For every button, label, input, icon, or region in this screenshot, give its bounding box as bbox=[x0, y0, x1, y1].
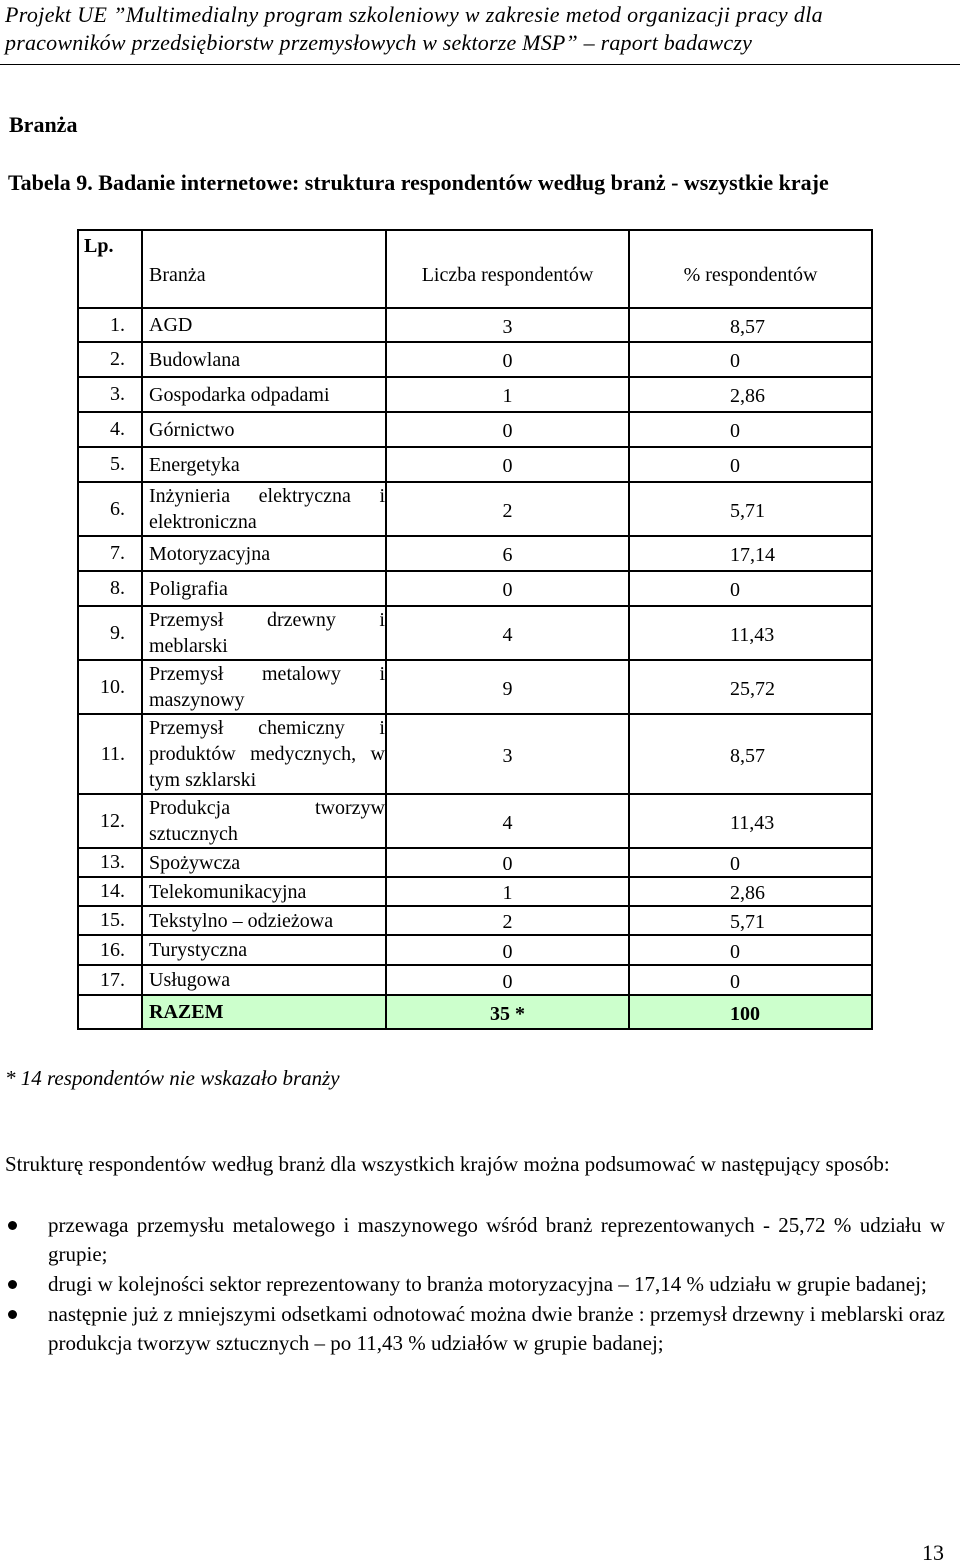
table-row bbox=[78, 660, 872, 714]
row-procent: 5,71 bbox=[629, 482, 872, 536]
row-lp: 9. bbox=[78, 606, 142, 660]
bullet-text: następnie już z mniejszymi odsetkami odnotować można dwie branże : przemysł drzewny i meblarski oraz produkcja tworzyw sztucznych – po 11,43 % udziałów w grupie badanej; bbox=[48, 1302, 945, 1355]
row-liczba: 3 bbox=[386, 714, 629, 794]
row-lp: 13. bbox=[78, 848, 142, 877]
footnote: * 14 respondentów nie wskazało branży bbox=[5, 1066, 340, 1090]
row-procent: 17,14 bbox=[629, 536, 872, 571]
table-row bbox=[78, 308, 872, 342]
table-row bbox=[78, 794, 872, 848]
row-branza: Budowlana bbox=[142, 342, 386, 377]
total-liczba: 35 * bbox=[386, 995, 629, 1029]
page-number: 13 bbox=[922, 1540, 944, 1565]
row-lp: 14. bbox=[78, 877, 142, 906]
header-liczba: Liczba respondentów bbox=[386, 230, 629, 308]
row-liczba: 0 bbox=[386, 412, 629, 447]
row-procent: 25,72 bbox=[629, 660, 872, 714]
row-lp: 12. bbox=[78, 794, 142, 848]
table-row bbox=[78, 906, 872, 935]
row-liczba: 4 bbox=[386, 606, 629, 660]
total-empty bbox=[78, 995, 142, 1029]
row-branza: Przemysł drzewny i meblarski bbox=[142, 606, 386, 660]
header-line-2: pracowników przedsiębiorstw przemysłowych w sektorze MSP” – raport badawczy bbox=[5, 30, 753, 55]
row-lp: 10. bbox=[78, 660, 142, 714]
bullet-icon bbox=[8, 1221, 17, 1230]
row-liczba: 0 bbox=[386, 447, 629, 482]
summary-paragraph: Strukturę respondentów według branż dla wszystkich krajów można podsumować w następujący sposób: bbox=[5, 1152, 890, 1176]
row-procent: 11,43 bbox=[629, 606, 872, 660]
table-row bbox=[78, 714, 872, 794]
row-branza: Górnictwo bbox=[142, 412, 386, 447]
bullet-item bbox=[0, 1300, 945, 1358]
row-liczba: 1 bbox=[386, 877, 629, 906]
document-header bbox=[0, 0, 960, 65]
row-procent: 0 bbox=[629, 412, 872, 447]
row-branza: Poligrafia bbox=[142, 571, 386, 606]
row-procent: 8,57 bbox=[629, 714, 872, 794]
row-liczba: 3 bbox=[386, 308, 629, 342]
bullet-item bbox=[0, 1211, 945, 1269]
total-procent: 100 bbox=[629, 995, 872, 1029]
header-procent: % respondentów bbox=[629, 230, 872, 308]
row-branza: Motoryzacyjna bbox=[142, 536, 386, 571]
row-liczba: 2 bbox=[386, 906, 629, 935]
summary-bullet-list bbox=[0, 1211, 945, 1359]
table-row bbox=[78, 412, 872, 447]
table-row bbox=[78, 447, 872, 482]
row-liczba: 0 bbox=[386, 848, 629, 877]
row-branza: Przemysł chemiczny i produktów medycznych, w tym szklarski bbox=[142, 714, 386, 794]
row-liczba: 0 bbox=[386, 935, 629, 965]
row-lp: 11. bbox=[78, 714, 142, 794]
row-procent: 2,86 bbox=[629, 377, 872, 412]
row-liczba: 0 bbox=[386, 342, 629, 377]
row-lp: 3. bbox=[78, 377, 142, 412]
row-branza: Przemysł metalowy i maszynowy bbox=[142, 660, 386, 714]
row-branza: Inżynieria elektryczna i elektroniczna bbox=[142, 482, 386, 536]
row-branza: Usługowa bbox=[142, 965, 386, 995]
row-procent: 0 bbox=[629, 342, 872, 377]
bullet-icon bbox=[8, 1280, 17, 1289]
bullet-icon bbox=[8, 1310, 17, 1319]
row-lp: 15. bbox=[78, 906, 142, 935]
row-liczba: 0 bbox=[386, 571, 629, 606]
row-lp: 6. bbox=[78, 482, 142, 536]
row-procent: 0 bbox=[629, 571, 872, 606]
row-branza: Spożywcza bbox=[142, 848, 386, 877]
row-procent: 8,57 bbox=[629, 308, 872, 342]
header-lp: Lp. bbox=[78, 230, 142, 308]
row-branza: Turystyczna bbox=[142, 935, 386, 965]
row-lp: 4. bbox=[78, 412, 142, 447]
row-branza: Tekstylno – odzieżowa bbox=[142, 906, 386, 935]
row-lp: 16. bbox=[78, 935, 142, 965]
table-row bbox=[78, 482, 872, 536]
row-procent: 11,43 bbox=[629, 794, 872, 848]
row-branza: Telekomunikacyjna bbox=[142, 877, 386, 906]
table-row bbox=[78, 877, 872, 906]
header-line-1: Projekt UE ”Multimedialny program szkoleniowy w zakresie metod organizacji pracy dla bbox=[5, 2, 824, 27]
table-caption: Tabela 9. Badanie internetowe: struktura respondentów według branż - wszystkie kraje bbox=[8, 170, 829, 195]
table-row bbox=[78, 377, 872, 412]
table-header-row bbox=[78, 230, 872, 308]
table-total-row bbox=[78, 995, 872, 1029]
row-lp: 2. bbox=[78, 342, 142, 377]
table-row bbox=[78, 536, 872, 571]
table-row bbox=[78, 848, 872, 877]
industry-table bbox=[77, 229, 873, 1030]
row-procent: 2,86 bbox=[629, 877, 872, 906]
table-row bbox=[78, 935, 872, 965]
row-lp: 17. bbox=[78, 965, 142, 995]
total-label: RAZEM bbox=[142, 995, 386, 1029]
table-row bbox=[78, 571, 872, 606]
bullet-text: przewaga przemysłu metalowego i maszynowego wśród branż reprezentowanych - 25,72 % udziału w grupie; bbox=[48, 1213, 945, 1266]
row-liczba: 1 bbox=[386, 377, 629, 412]
header-branza: Branża bbox=[142, 230, 386, 308]
row-liczba: 6 bbox=[386, 536, 629, 571]
row-branza: AGD bbox=[142, 308, 386, 342]
row-liczba: 4 bbox=[386, 794, 629, 848]
row-lp: 8. bbox=[78, 571, 142, 606]
table-row bbox=[78, 342, 872, 377]
row-lp: 1. bbox=[78, 308, 142, 342]
row-liczba: 2 bbox=[386, 482, 629, 536]
section-title: Branża bbox=[9, 112, 78, 137]
row-liczba: 9 bbox=[386, 660, 629, 714]
bullet-text: drugi w kolejności sektor reprezentowany to branża motoryzacyjna – 17,14 % udziału w grupie badanej; bbox=[48, 1272, 927, 1296]
row-branza: Energetyka bbox=[142, 447, 386, 482]
row-branza: Gospodarka odpadami bbox=[142, 377, 386, 412]
table-row bbox=[78, 965, 872, 995]
row-procent: 0 bbox=[629, 848, 872, 877]
row-liczba: 0 bbox=[386, 965, 629, 995]
row-lp: 5. bbox=[78, 447, 142, 482]
row-lp: 7. bbox=[78, 536, 142, 571]
row-branza: Produkcja tworzyw sztucznych bbox=[142, 794, 386, 848]
row-procent: 0 bbox=[629, 965, 872, 995]
row-procent: 0 bbox=[629, 935, 872, 965]
bullet-item bbox=[0, 1270, 945, 1299]
table-row bbox=[78, 606, 872, 660]
row-procent: 0 bbox=[629, 447, 872, 482]
row-procent: 5,71 bbox=[629, 906, 872, 935]
